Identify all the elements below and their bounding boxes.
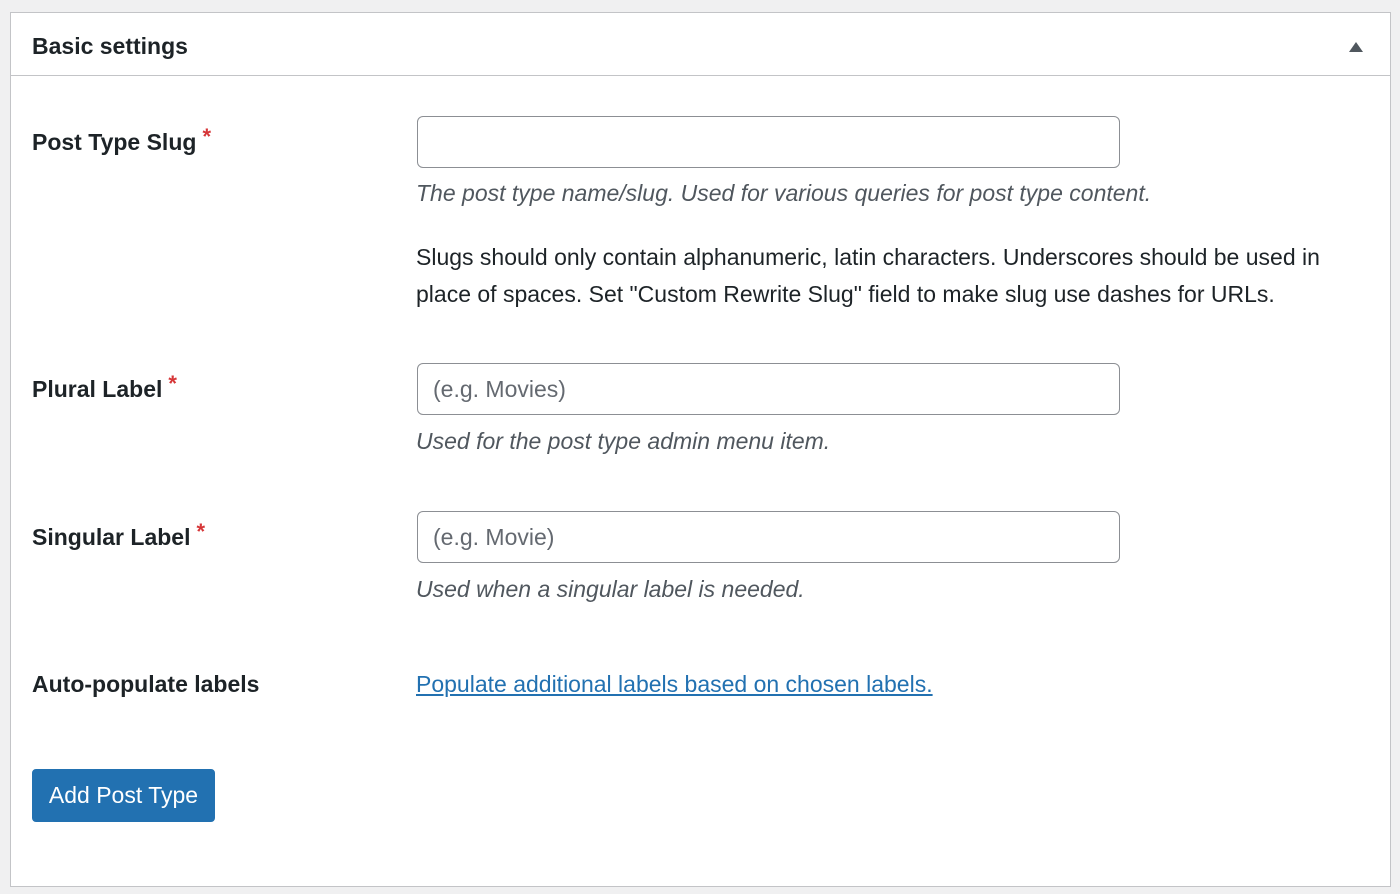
panel-header[interactable] [11, 13, 1390, 76]
post-type-slug-input[interactable] [417, 116, 1120, 168]
plural-label-input[interactable] [417, 363, 1120, 415]
singular-label-input[interactable] [417, 511, 1120, 563]
singular-label-help: Used when a singular label is needed. [416, 576, 805, 602]
singular-label-text: Singular Label [32, 524, 191, 550]
required-marker: * [168, 371, 177, 396]
required-marker: * [202, 124, 211, 149]
panel-toggle-button[interactable] [1340, 33, 1372, 61]
plural-label-label [32, 371, 177, 404]
required-marker: * [196, 519, 206, 544]
post-type-slug-note: Slugs should only contain alphanumeric, latin characters. Underscores should be used in place of spaces. Set "Custom Rewrite Slug" field to make slug use dashes for URLs. [416, 244, 1320, 307]
populate-labels-link[interactable]: Populate additional labels based on chosen labels. [416, 671, 933, 697]
basic-settings-panel [10, 12, 1391, 887]
panel-title: Basic settings [32, 33, 188, 59]
plural-label-text: Plural Label [32, 376, 163, 402]
post-type-slug-help: The post type name/slug. Used for various queries for post type content. [416, 180, 1152, 206]
plural-label-help: Used for the post type admin menu item. [416, 428, 831, 454]
post-type-slug-label [32, 124, 211, 157]
triangle-up-icon [1340, 42, 1372, 52]
auto-populate-label: Auto-populate labels [32, 671, 260, 697]
singular-label-label [32, 519, 206, 552]
post-type-slug-label-text: Post Type Slug [32, 129, 197, 155]
add-post-type-button[interactable]: Add Post Type [32, 769, 215, 822]
